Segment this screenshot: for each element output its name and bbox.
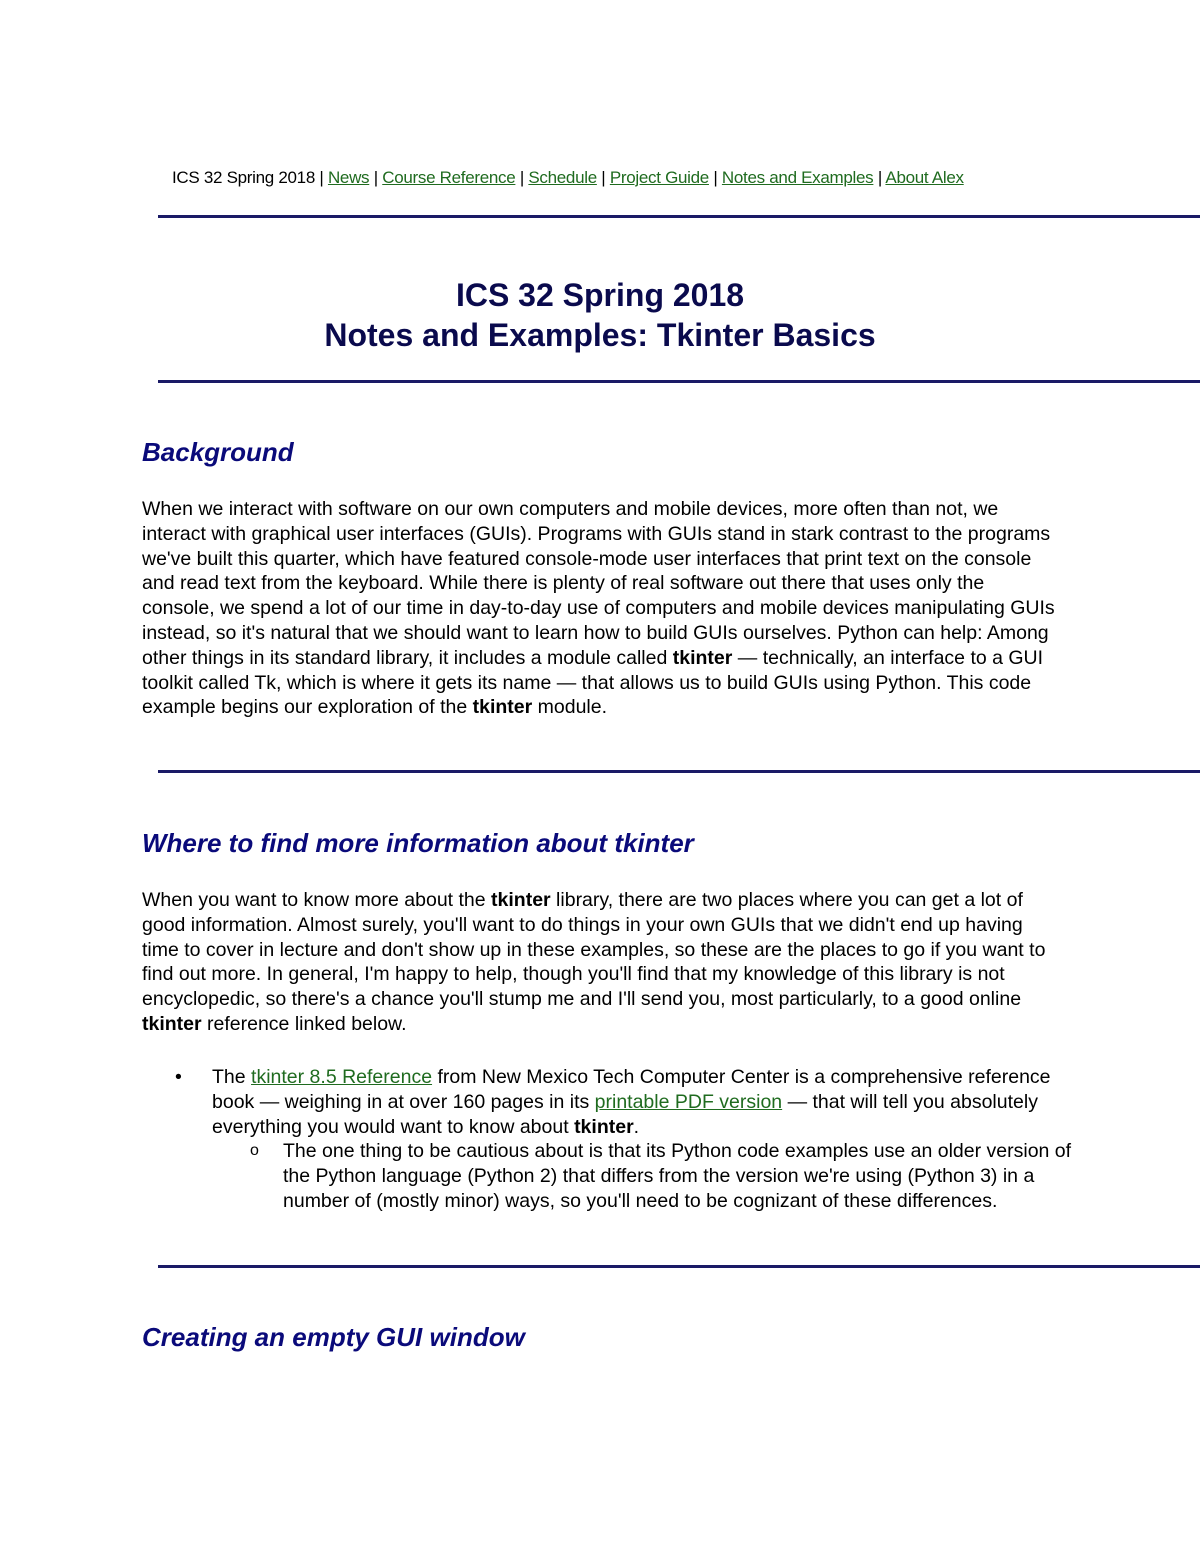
page-title <box>0 275 1200 355</box>
page-title-line1: ICS 32 Spring 2018 <box>455 277 745 313</box>
section-heading-creating: Creating an empty GUI window <box>142 1322 525 1352</box>
code-term: tkinter <box>491 889 551 911</box>
text-run: . <box>633 1115 640 1138</box>
reference-list <box>142 1065 1072 1214</box>
divider <box>158 380 1200 383</box>
nav-link-project-guide[interactable]: Project Guide <box>609 168 709 187</box>
nav-separator: | <box>873 168 886 187</box>
nav-link-schedule[interactable]: Schedule <box>528 168 597 187</box>
text-run: reference linked below. <box>201 1012 407 1035</box>
text-run: from New Mexico Tech Computer Center is a comprehensive reference book — weighing in at over 160 pages in its <box>212 1066 1051 1113</box>
list-item <box>142 1065 1072 1139</box>
text-run: — technically, an interface to a GUI toolkit called Tk, which is where it gets its name — that allows us to build GUIs using Python. This code example begins our exploration of the <box>142 646 1044 719</box>
text-run: — that will tell you absolutely everything you would want to know about <box>212 1090 1038 1138</box>
sub-list-item <box>142 1139 1072 1213</box>
divider <box>158 770 1200 773</box>
nav-separator: | <box>369 168 383 187</box>
text-run: library, there are two places where you can get a lot of good information. Almost surely, you'll want to do things in your own GUIs that we didn't end up having time to cover in lecture and don't show up in these examples, so these are the places to go if you want to find out more. In general, I'm happy to help, though you'll find that my knowledge of this library is not encyclopedic, so there's a chance you'll stump me and I'll send you, most particularly, to a good online <box>142 889 1046 1011</box>
text-run: The one thing to be cautious about is that its Python code examples use an older version of the Python language (Python 2) that differs from the version we're using (Python 3) in a number of (mostly minor) ways, so you'll need to be cognizant of these differences. <box>283 1140 1072 1212</box>
nav-link-news[interactable]: News <box>327 168 370 187</box>
nav-prefix: ICS 32 Spring 2018 | <box>172 168 328 187</box>
nav-link-course-reference[interactable]: Course Reference <box>382 168 516 187</box>
text-run: module. <box>532 696 608 719</box>
page-title-line2: Notes and Examples: Tkinter Basics <box>324 317 876 353</box>
background-paragraph <box>142 497 1062 720</box>
nav-link-about-alex[interactable]: About Alex <box>885 168 964 187</box>
code-term: tkinter <box>672 646 733 669</box>
tkinter-reference-link[interactable]: tkinter 8.5 Reference <box>251 1066 433 1088</box>
section-heading-background: Background <box>142 437 294 467</box>
code-term: tkinter <box>574 1115 634 1138</box>
text-run: The <box>212 1066 252 1088</box>
nav-separator: | <box>596 168 610 187</box>
bullet-marker: • <box>175 1066 182 1088</box>
code-term: tkinter <box>472 696 533 719</box>
printable-pdf-link[interactable]: printable PDF version <box>594 1090 783 1113</box>
section-heading-more-info: Where to find more information about tkinter <box>142 828 694 858</box>
top-nav <box>172 168 964 188</box>
nav-separator: | <box>515 168 529 187</box>
text-run: When we interact with software on our own computers and mobile devices, more often than not, we interact with graphical user interfaces (GUIs). Programs with GUIs stand in stark contrast to the programs we've built this quarter, which have featured console-mode user interfaces that print text on the console and read text from the keyboard. While there is plenty of real software out there that uses only the console, we spend a lot of our time in day-to-day use of computers and mobile devices manipulating GUIs instead, so it's natural that we should want to learn how to build GUIs ourselves. Python can help: Among other things in its standard library, it includes a module called <box>142 498 1055 669</box>
text-run: When you want to know more about the <box>142 889 492 911</box>
nav-link-notes-and-examples[interactable]: Notes and Examples <box>721 168 874 187</box>
code-term: tkinter <box>142 1012 202 1035</box>
more-info-paragraph <box>142 888 1062 1037</box>
divider <box>158 215 1200 218</box>
divider <box>158 1265 1200 1268</box>
sub-bullet-marker: o <box>250 1142 259 1160</box>
nav-separator: | <box>708 168 722 187</box>
